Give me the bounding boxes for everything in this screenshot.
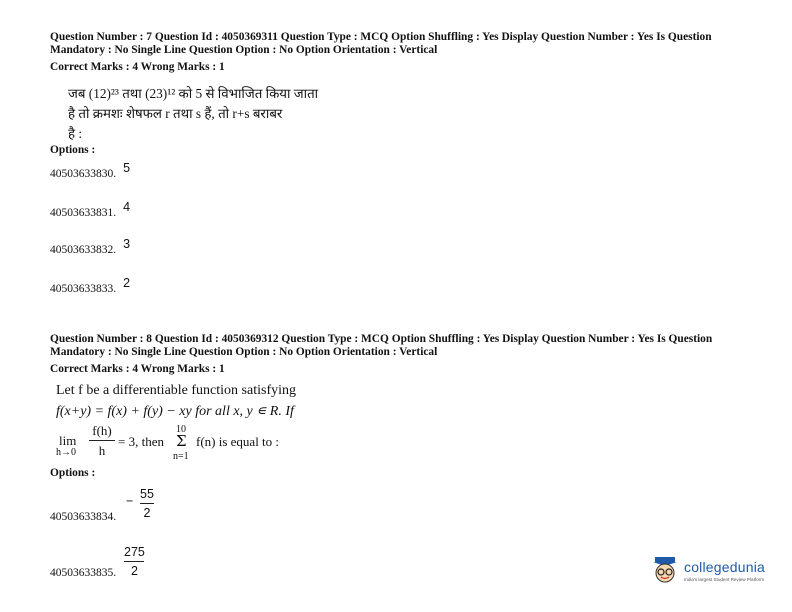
q7-options-label: Options :: [50, 144, 96, 156]
q8-option-1[interactable]: [50, 485, 250, 525]
option-id: 40503633830.: [50, 168, 117, 180]
collegedunia-logo[interactable]: [650, 553, 770, 589]
option-value: 2: [123, 276, 131, 290]
q7-meta-line1: Question Number : 7 Question Id : 4050369311 Question Type : MCQ Option Shuffling : Yes Display Question Number : Yes Is Question: [50, 31, 712, 43]
frac-den: 2: [130, 564, 138, 578]
mascot-icon: [650, 555, 680, 585]
q8-frac-num: f(h): [92, 423, 112, 438]
frac-bar: [140, 503, 154, 504]
q8-frac-bar: [89, 440, 115, 441]
logo-tagline: India's largest Student Review Platform: [684, 577, 765, 582]
option-id: 40503633835.: [50, 567, 117, 579]
q7-text-line2: है तो क्रमशः शेषफल r तथा s हैं, तो r+s बराबर: [68, 106, 283, 121]
q7-option-3[interactable]: [50, 237, 131, 258]
option-value: 4: [123, 200, 131, 214]
q8-sum-bottom: n=1: [173, 451, 189, 462]
q7-option-4[interactable]: [50, 276, 131, 297]
q8-eq-then: = 3, then: [118, 434, 164, 449]
q8-option-2[interactable]: [50, 541, 250, 581]
q8-lim: lim: [59, 433, 77, 448]
q7-option-1[interactable]: [50, 161, 131, 182]
option-id: 40503633834.: [50, 511, 117, 523]
logo-brand: collegedunia: [684, 559, 766, 575]
q8-meta-line2: Mandatory : No Single Line Question Option : No Option Orientation : Vertical: [50, 346, 438, 358]
q8-sum-tail: f(n) is equal to :: [196, 434, 280, 449]
option-sign: −: [126, 494, 134, 508]
q7-marks: Correct Marks : 4 Wrong Marks : 1: [50, 61, 225, 73]
option-fraction: [140, 485, 154, 520]
q7-meta-line2: Mandatory : No Single Line Question Option : No Option Orientation : Vertical: [50, 44, 438, 56]
option-value: 3: [123, 237, 131, 251]
q8-options-label: Options :: [50, 467, 96, 479]
q8-marks: Correct Marks : 4 Wrong Marks : 1: [50, 363, 225, 375]
sigma-icon: Σ: [176, 432, 187, 450]
q8-meta-line1: Question Number : 8 Question Id : 4050369312 Question Type : MCQ Option Shuffling : Yes Display Question Number : Yes Is Question: [50, 333, 713, 345]
option-value: 5: [123, 161, 131, 175]
q8-text-line2: f(x+y) = f(x) + f(y) − xy for all x, y ∊ R. If: [56, 404, 294, 419]
q7-text-line3: है :: [68, 126, 83, 141]
frac-num: 55: [140, 487, 154, 501]
frac-den: 2: [143, 506, 151, 520]
q8-sum-top: 10: [176, 424, 186, 435]
option-id: 40503633831.: [50, 207, 117, 219]
q7-option-2[interactable]: [50, 200, 131, 221]
q8-lim-sub: h→0: [56, 447, 76, 458]
option-id: 40503633832.: [50, 244, 117, 256]
frac-bar: [124, 561, 144, 562]
option-fraction: [124, 543, 145, 578]
q8-frac-den: h: [98, 443, 106, 458]
q7-text-line1: जब (12)²³ तथा (23)¹² को 5 से विभाजित किया जाता: [68, 86, 319, 101]
option-id: 40503633833.: [50, 283, 117, 295]
q8-text-line1: Let f be a differentiable function satisfying: [56, 383, 296, 398]
frac-num: 275: [124, 545, 145, 559]
